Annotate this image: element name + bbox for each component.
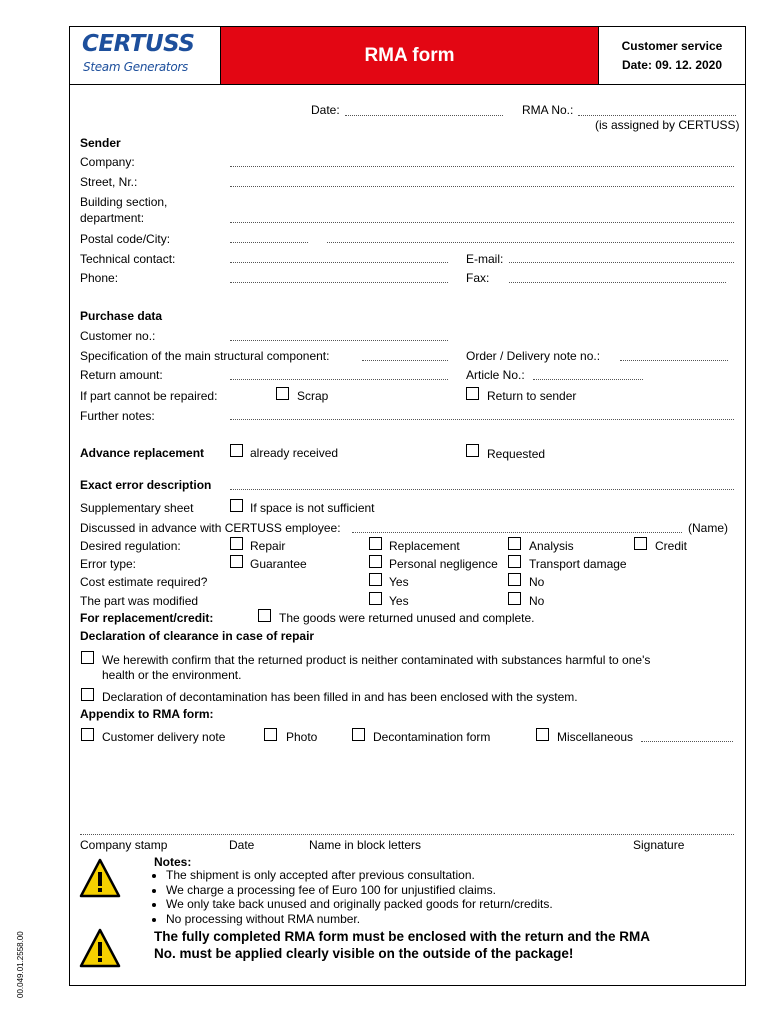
- misc-checkbox[interactable]: [536, 728, 549, 741]
- requested-label: Requested: [487, 447, 546, 461]
- decon-form-label: Decontamination form: [373, 730, 491, 744]
- photo-label: Photo: [286, 730, 318, 744]
- logo-sub-text: Steam Generators: [83, 60, 188, 74]
- customer-no-field[interactable]: [230, 340, 448, 341]
- supplementary-label: Supplementary sheet: [80, 501, 194, 515]
- header-date: Date: 09. 12. 2020: [621, 57, 723, 72]
- modified-no-label: No: [529, 594, 545, 608]
- customer-service-label: Customer service: [621, 38, 723, 53]
- city-field[interactable]: [327, 242, 734, 243]
- already-received-checkbox[interactable]: [230, 444, 243, 457]
- analysis-label: Analysis: [529, 539, 574, 553]
- goods-unused-checkbox[interactable]: [258, 609, 271, 622]
- rma-no-label: RMA No.:: [522, 103, 574, 117]
- modified-label: The part was modified: [80, 594, 199, 608]
- employee-name-field[interactable]: [352, 532, 682, 533]
- delivery-note-label: Customer delivery note: [102, 730, 226, 744]
- return-amount-label: Return amount:: [80, 368, 163, 382]
- goods-unused-label: The goods were returned unused and complete.: [279, 611, 535, 625]
- transport-damage-label: Transport damage: [529, 557, 627, 571]
- cost-no-label: No: [529, 575, 545, 589]
- spec-label: Specification of the main structural component:: [80, 349, 330, 363]
- final-warning-2: No. must be applied clearly visible on the outside of the package!: [154, 946, 574, 961]
- fax-label: Fax:: [466, 271, 490, 285]
- street-field[interactable]: [230, 186, 734, 187]
- guarantee-checkbox[interactable]: [230, 555, 243, 568]
- decon-form-checkbox[interactable]: [352, 728, 365, 741]
- for-replacement-label: For replacement/credit:: [80, 611, 214, 625]
- order-note-label: Order / Delivery note no.:: [466, 349, 601, 363]
- building-field[interactable]: [230, 222, 734, 223]
- personal-negligence-label: Personal negligence: [389, 557, 498, 571]
- appendix-heading: Appendix to RMA form:: [80, 707, 214, 721]
- signature-label: Signature: [633, 838, 685, 852]
- modified-yes-label: Yes: [389, 594, 409, 608]
- confirm-text-1: We herewith confirm that the returned product is neither contaminated with substances harmful to one's: [102, 653, 651, 667]
- misc-field[interactable]: [641, 741, 733, 742]
- postal-code-field[interactable]: [230, 242, 308, 243]
- certuss-logo: [70, 27, 221, 84]
- confirm-text-2: health or the environment.: [102, 668, 242, 682]
- building-label-2: department:: [80, 211, 145, 225]
- error-type-label: Error type:: [80, 557, 137, 571]
- cost-yes-label: Yes: [389, 575, 409, 589]
- already-received-label: already received: [250, 446, 339, 460]
- signature-line[interactable]: [80, 834, 734, 835]
- cost-no-checkbox[interactable]: [508, 573, 521, 586]
- if-space-label: If space is not sufficient: [250, 501, 375, 515]
- postal-label: Postal code/City:: [80, 232, 171, 246]
- credit-label: Credit: [655, 539, 688, 553]
- technical-contact-field[interactable]: [230, 262, 448, 263]
- delivery-note-checkbox[interactable]: [81, 728, 94, 741]
- technical-contact-label: Technical contact:: [80, 252, 176, 266]
- repair-label: Repair: [250, 539, 286, 553]
- requested-checkbox[interactable]: [466, 444, 479, 457]
- article-no-field[interactable]: [533, 379, 643, 380]
- clearance-heading: Declaration of clearance in case of repair: [80, 629, 315, 643]
- cost-yes-checkbox[interactable]: [369, 573, 382, 586]
- advance-heading: Advance replacement: [80, 446, 205, 460]
- date-label: Date:: [311, 103, 340, 117]
- assigned-note: (is assigned by CERTUSS): [595, 118, 740, 132]
- notes-heading: Notes:: [154, 855, 192, 869]
- warning-icon: [79, 858, 121, 898]
- company-label: Company:: [80, 155, 135, 169]
- customer-no-label: Customer no.:: [80, 329, 156, 343]
- signature-date-label: Date: [229, 838, 255, 852]
- spec-field[interactable]: [362, 360, 448, 361]
- notes-list: [152, 868, 553, 926]
- confirm-checkbox[interactable]: [81, 651, 94, 664]
- return-sender-checkbox[interactable]: [466, 387, 479, 400]
- note-item: • We only take back unused and originally packed goods for return/credits.: [166, 897, 553, 912]
- further-notes-field[interactable]: [230, 419, 734, 420]
- rma-no-field[interactable]: [578, 115, 736, 116]
- guarantee-label: Guarantee: [250, 557, 307, 571]
- modified-no-checkbox[interactable]: [508, 592, 521, 605]
- transport-damage-checkbox[interactable]: [508, 555, 521, 568]
- replacement-label: Replacement: [389, 539, 460, 553]
- phone-field[interactable]: [230, 282, 448, 283]
- desired-regulation-label: Desired regulation:: [80, 539, 181, 553]
- error-description-field[interactable]: [230, 489, 734, 490]
- note-item: • We charge a processing fee of Euro 100 for unjustified claims.: [166, 883, 553, 898]
- phone-label: Phone:: [80, 271, 119, 285]
- decon-text: Declaration of decontamination has been filled in and has been enclosed with the system.: [102, 690, 578, 704]
- scrap-label: Scrap: [297, 389, 329, 403]
- discussed-label: Discussed in advance with CERTUSS employee:: [80, 521, 341, 535]
- building-label-1: Building section,: [80, 195, 168, 209]
- return-amount-field[interactable]: [230, 379, 448, 380]
- photo-checkbox[interactable]: [264, 728, 277, 741]
- analysis-checkbox[interactable]: [508, 537, 521, 550]
- final-warning-1: The fully completed RMA form must be enclosed with the return and the RMA: [154, 929, 651, 944]
- article-no-label: Article No.:: [466, 368, 525, 382]
- supplementary-checkbox[interactable]: [230, 499, 243, 512]
- error-heading: Exact error description: [80, 478, 212, 492]
- customer-service-box: [599, 27, 745, 84]
- repair-checkbox[interactable]: [230, 537, 243, 550]
- decon-checkbox[interactable]: [81, 688, 94, 701]
- credit-checkbox[interactable]: [634, 537, 647, 550]
- further-notes-label: Further notes:: [80, 409, 155, 423]
- form-header: [69, 26, 746, 85]
- street-label: Street, Nr.:: [80, 175, 138, 189]
- personal-negligence-checkbox[interactable]: [369, 555, 382, 568]
- sender-heading: Sender: [80, 136, 121, 150]
- misc-label: Miscellaneous: [557, 730, 634, 744]
- return-sender-label: Return to sender: [487, 389, 577, 403]
- company-stamp-label: Company stamp: [80, 838, 168, 852]
- modified-yes-checkbox[interactable]: [369, 592, 382, 605]
- name-label: (Name): [688, 521, 729, 535]
- order-note-field[interactable]: [620, 360, 728, 361]
- side-document-code: 00.049.01.2558.00: [16, 931, 25, 998]
- date-field[interactable]: [345, 115, 503, 116]
- note-item: • No processing without RMA number.: [166, 912, 553, 927]
- cannot-repair-label: If part cannot be repaired:: [80, 389, 218, 403]
- company-field[interactable]: [230, 166, 734, 167]
- warning-icon: [79, 928, 121, 968]
- cost-estimate-label: Cost estimate required?: [80, 575, 208, 589]
- logo-main-text: CERTUSS: [82, 31, 195, 57]
- purchase-heading: Purchase data: [80, 309, 163, 323]
- email-label: E-mail:: [466, 252, 504, 266]
- form-title: RMA form: [221, 27, 599, 84]
- block-letters-label: Name in block letters: [309, 838, 422, 852]
- note-item: • The shipment is only accepted after previous consultation.: [166, 868, 553, 883]
- replacement-checkbox[interactable]: [369, 537, 382, 550]
- scrap-checkbox[interactable]: [276, 387, 289, 400]
- fax-field[interactable]: [509, 282, 726, 283]
- email-field[interactable]: [509, 262, 734, 263]
